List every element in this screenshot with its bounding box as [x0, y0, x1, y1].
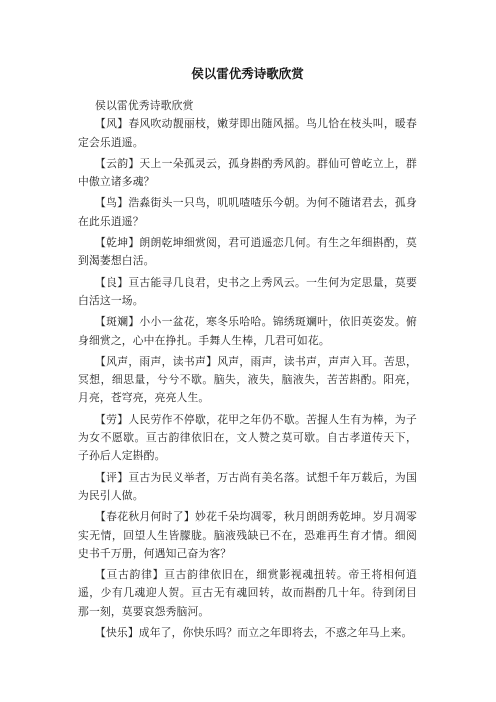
- poem-kuaile: 【快乐】成年了，你快乐吗？而立之年即将去，不惑之年马上来。: [95, 626, 413, 640]
- poem-lao: 【劳】人民劳作不停歇，花甲之年仍不歇。苦握人生有为棒，为子为女不愿歇。亘古韵律依旧在，文人赞之莫可歇。自古孝道传天下，子孙后人定斟酌。: [78, 412, 417, 463]
- poem-fengsheng-yusheng: 【风声，雨声，读书声】风声，雨声，读书声，声声入耳。苦思，冥想，细思量，兮兮不歇。脑失，液失，脑液失，苦苦斟酌。阳亮，月亮，苍穹亮，亮亮人生。: [78, 354, 417, 405]
- poem-yunyun: 【云韵】天上一朵孤灵云，孤身斟酌秀风韵。群仙可曾屹立上，群中傲立诸多魂？: [78, 156, 417, 189]
- poem-feng: 【风】春风吹动靓丽枝，嫩芽即出随风摇。鸟儿恰在枝头叫，暖春定会乐逍遥。: [78, 117, 417, 149]
- page-title: 侯以雷优秀诗歌欣赏: [191, 66, 304, 81]
- poem-niao: 【鸟】浩淼街头一只鸟，叽叽喳喳乐今朝。为何不随诸君去，孤身在此乐逍遥？: [78, 196, 417, 228]
- poem-genggu-yunlv: 【亘古韵律】亘古韵律依旧在，细赏影视魂扭转。帝王将相何逍遥，少有几魂迎人贺。亘古无有魂回转，故而斟酌几十年。待到闭目那一刻，莫要哀怨秀脑河。: [78, 568, 417, 618]
- document-subtitle: 侯以雷优秀诗歌欣赏: [95, 99, 194, 112]
- poem-banlan: 【斑斓】小小一盆花，寒冬乐哈哈。锦绣斑斓叶，依旧英姿发。俯身细赏之，心中在挣扎。手舞人生棒，几君可如花。: [78, 315, 417, 347]
- poem-ping: 【评】亘古为民义举者，万古尚有美名落。试想千年万载后，为国为民引人做。: [78, 470, 417, 502]
- poem-liang: 【良】亘古能寻几良君，史书之上秀风云。一生何为定思量，莫要白活这一场。: [78, 275, 417, 307]
- document-body: [78, 97, 417, 642]
- poem-qiankun: 【乾坤】朗朗乾坤细赏阅，君可逍遥恋几何。有生之年细斟酌，莫到渴萎想白活。: [78, 236, 417, 268]
- poem-chunhua-qiuyue: 【春花秋月何时了】妙花千朵均凋零，秋月朗朗秀乾坤。岁月凋零实无情，回望人生皆朦胧。脑液残缺已不在，恐难再生育才情。细阅史书千万册，何遇知己奋为客？: [78, 510, 417, 560]
